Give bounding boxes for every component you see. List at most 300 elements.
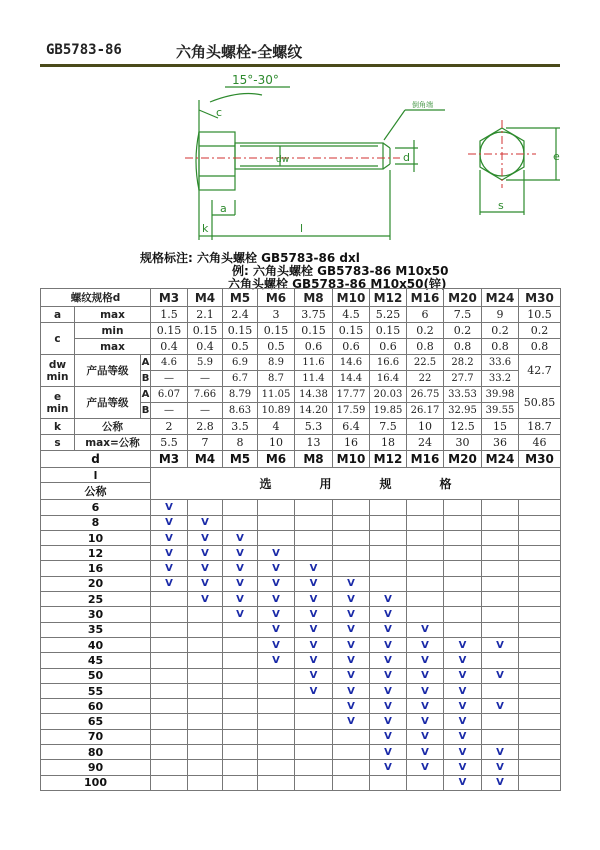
dw-grade-a-value: 22.5 — [407, 355, 444, 371]
table-row — [41, 515, 561, 530]
end-chamfer — [383, 164, 390, 169]
d-label: d — [41, 451, 151, 468]
available-mark: V — [407, 683, 444, 698]
e-grade-a-value: 8.79 — [223, 387, 258, 403]
empty-cell — [370, 515, 407, 530]
table-row — [41, 546, 561, 561]
empty-cell — [223, 760, 258, 775]
empty-cell — [258, 515, 295, 530]
c-min-value: 0.2 — [407, 323, 444, 339]
banner-words — [151, 475, 560, 492]
empty-cell — [407, 500, 444, 515]
available-mark: V — [482, 745, 519, 760]
available-mark: V — [223, 607, 258, 622]
label-c: c — [216, 106, 223, 119]
k-label: k — [41, 419, 75, 435]
e-grade-b-value: 19.85 — [370, 403, 407, 419]
available-mark: V — [258, 607, 295, 622]
table-row — [41, 637, 561, 652]
empty-cell — [188, 668, 223, 683]
available-mark: V — [333, 592, 370, 607]
empty-cell — [333, 561, 370, 576]
angle-arc — [210, 94, 262, 102]
table-row — [41, 355, 561, 371]
s-value: 13 — [295, 435, 333, 451]
a-max-value: 3.75 — [295, 307, 333, 323]
dw-grade-b-value: 22 — [407, 371, 444, 387]
available-mark: V — [333, 699, 370, 714]
k-value: 7.5 — [370, 419, 407, 435]
e-grade-b-value: 17.59 — [333, 403, 370, 419]
empty-cell — [151, 699, 188, 714]
c-min-value: 0.15 — [370, 323, 407, 339]
empty-cell — [223, 699, 258, 714]
length-value: 90 — [41, 760, 151, 775]
c-max-value: 0.4 — [151, 339, 188, 355]
size-header: M10 — [333, 451, 370, 468]
a-max-value: 9 — [482, 307, 519, 323]
e-grade-a-value: 26.75 — [407, 387, 444, 403]
length-value: 50 — [41, 668, 151, 683]
size-header: M24 — [482, 289, 519, 307]
size-header: M16 — [407, 289, 444, 307]
c-max-label: max — [75, 339, 151, 355]
table-row — [41, 576, 561, 591]
label-dw: dw — [276, 155, 290, 165]
size-header: M8 — [295, 451, 333, 468]
available-mark: V — [482, 668, 519, 683]
size-header: M30 — [519, 289, 561, 307]
k-value: 3.5 — [223, 419, 258, 435]
a-max-value: 2.1 — [188, 307, 223, 323]
banner-char: 选 — [259, 477, 272, 492]
s-value: 5.5 — [151, 435, 188, 451]
available-mark: V — [482, 775, 519, 790]
empty-cell — [482, 530, 519, 545]
table-row — [41, 683, 561, 698]
selection-table — [40, 450, 561, 791]
k-nominal-label: 公称 — [75, 419, 151, 435]
e-grade-a-value: 17.77 — [333, 387, 370, 403]
nominal-label: 公称 — [41, 483, 151, 500]
empty-cell — [519, 729, 561, 744]
c-max-value: 0.8 — [444, 339, 482, 355]
empty-cell — [295, 729, 333, 744]
available-mark: V — [407, 729, 444, 744]
available-mark: V — [444, 653, 482, 668]
available-mark: V — [444, 760, 482, 775]
s-value: 10 — [258, 435, 295, 451]
available-mark: V — [444, 745, 482, 760]
dw-label-top: dw — [48, 358, 67, 371]
empty-cell — [519, 546, 561, 561]
empty-cell — [407, 775, 444, 790]
empty-cell — [519, 561, 561, 576]
label-s: s — [498, 199, 504, 212]
s-value: 24 — [407, 435, 444, 451]
dw-grade-a-value: 8.9 — [258, 355, 295, 371]
empty-cell — [519, 745, 561, 760]
available-mark: V — [370, 760, 407, 775]
available-mark: V — [444, 714, 482, 729]
dw-label — [41, 355, 75, 387]
available-mark: V — [188, 515, 223, 530]
grade-a: A — [141, 387, 151, 403]
table-row — [41, 307, 561, 323]
size-header: M12 — [370, 289, 407, 307]
a-max-value: 7.5 — [444, 307, 482, 323]
standard-number: GB5783-86 — [46, 42, 122, 58]
bolt-drawing — [0, 0, 600, 290]
dw-grade-a-value: 4.6 — [151, 355, 188, 371]
empty-cell — [482, 561, 519, 576]
available-mark: V — [223, 530, 258, 545]
empty-cell — [223, 622, 258, 637]
available-mark: V — [370, 699, 407, 714]
table-row — [41, 289, 561, 307]
empty-cell — [223, 683, 258, 698]
empty-cell — [407, 530, 444, 545]
available-mark: V — [188, 530, 223, 545]
e-grade-a-value: 6.07 — [151, 387, 188, 403]
k-value: 15 — [482, 419, 519, 435]
empty-cell — [223, 714, 258, 729]
table-row — [41, 592, 561, 607]
bolt-head-side — [199, 132, 235, 190]
empty-cell — [519, 760, 561, 775]
empty-cell — [333, 745, 370, 760]
empty-cell — [370, 546, 407, 561]
size-header: M16 — [407, 451, 444, 468]
empty-cell — [295, 775, 333, 790]
c-min-value: 0.15 — [188, 323, 223, 339]
empty-cell — [482, 515, 519, 530]
e-grade-b-value: 26.17 — [407, 403, 444, 419]
table-row — [41, 607, 561, 622]
table-row — [41, 760, 561, 775]
dw-grade-b-value: — — [151, 371, 188, 387]
empty-cell — [188, 622, 223, 637]
empty-cell — [258, 683, 295, 698]
available-mark: V — [407, 714, 444, 729]
length-value: 20 — [41, 576, 151, 591]
available-mark: V — [333, 714, 370, 729]
size-header: M5 — [223, 289, 258, 307]
available-mark: V — [333, 653, 370, 668]
empty-cell — [151, 714, 188, 729]
empty-cell — [188, 714, 223, 729]
empty-cell — [370, 576, 407, 591]
empty-cell — [370, 530, 407, 545]
length-value: 35 — [41, 622, 151, 637]
a-max-value: 4.5 — [333, 307, 370, 323]
available-mark: V — [258, 592, 295, 607]
c-max-value: 0.5 — [258, 339, 295, 355]
e-grade-a-value: 39.98 — [482, 387, 519, 403]
empty-cell — [258, 760, 295, 775]
available-mark: V — [151, 546, 188, 561]
empty-cell — [295, 745, 333, 760]
empty-cell — [444, 622, 482, 637]
size-header: M12 — [370, 451, 407, 468]
empty-cell — [482, 500, 519, 515]
empty-cell — [519, 622, 561, 637]
dw-grade-a-value: 6.9 — [223, 355, 258, 371]
empty-cell — [188, 683, 223, 698]
grade-b: B — [141, 371, 151, 387]
table-row — [41, 653, 561, 668]
available-mark: V — [188, 561, 223, 576]
available-mark: V — [370, 729, 407, 744]
empty-cell — [333, 546, 370, 561]
available-mark: V — [258, 546, 295, 561]
k-value: 6.4 — [333, 419, 370, 435]
grade-label: 产品等级 — [75, 387, 141, 419]
table-row — [41, 500, 561, 515]
a-label: a — [41, 307, 75, 323]
banner-char: 用 — [319, 477, 332, 492]
empty-cell — [482, 683, 519, 698]
empty-cell — [188, 607, 223, 622]
available-mark: V — [258, 576, 295, 591]
s-value: 18 — [370, 435, 407, 451]
s-value: 30 — [444, 435, 482, 451]
banner-char: 格 — [439, 477, 452, 492]
size-header: M4 — [188, 451, 223, 468]
length-value: 30 — [41, 607, 151, 622]
c-max-value: 0.4 — [188, 339, 223, 355]
a-max-label: max — [75, 307, 151, 323]
dimension-table — [40, 288, 561, 451]
available-mark: V — [444, 668, 482, 683]
e-grade-b-value: 14.20 — [295, 403, 333, 419]
available-mark: V — [370, 607, 407, 622]
dw-grade-a-value: 14.6 — [333, 355, 370, 371]
empty-cell — [151, 775, 188, 790]
dw-grade-b-value: 11.4 — [295, 371, 333, 387]
empty-cell — [519, 653, 561, 668]
empty-cell — [188, 745, 223, 760]
empty-cell — [151, 592, 188, 607]
empty-cell — [223, 515, 258, 530]
a-max-value: 10.5 — [519, 307, 561, 323]
available-mark: V — [258, 622, 295, 637]
k-value: 10 — [407, 419, 444, 435]
k-value: 5.3 — [295, 419, 333, 435]
empty-cell — [519, 592, 561, 607]
dw-grade-b-value: — — [188, 371, 223, 387]
available-mark: V — [482, 637, 519, 652]
spec-line-2: 例: 六角头螺栓 GB5783-86 M10x50 — [232, 264, 449, 278]
empty-cell — [188, 653, 223, 668]
length-value: 65 — [41, 714, 151, 729]
c-min-value: 0.2 — [519, 323, 561, 339]
empty-cell — [333, 760, 370, 775]
empty-cell — [482, 592, 519, 607]
banner-char: 规 — [379, 477, 392, 492]
empty-cell — [258, 714, 295, 729]
table-row — [41, 435, 561, 451]
length-value: 6 — [41, 500, 151, 515]
table-row — [41, 323, 561, 339]
c-min-value: 0.15 — [258, 323, 295, 339]
available-mark: V — [223, 546, 258, 561]
k-value: 2.8 — [188, 419, 223, 435]
empty-cell — [151, 745, 188, 760]
dw-grade-b-value: 14.4 — [333, 371, 370, 387]
empty-cell — [370, 775, 407, 790]
empty-cell — [519, 637, 561, 652]
a-max-value: 6 — [407, 307, 444, 323]
grade-label: 产品等级 — [75, 355, 141, 387]
dw-grade-a-value: 11.6 — [295, 355, 333, 371]
angle-label: 15°-30° — [232, 73, 279, 87]
available-mark: V — [333, 576, 370, 591]
available-mark: V — [151, 561, 188, 576]
s-value: 36 — [482, 435, 519, 451]
empty-cell — [223, 668, 258, 683]
s-value: 46 — [519, 435, 561, 451]
empty-cell — [258, 530, 295, 545]
empty-cell — [444, 500, 482, 515]
available-mark: V — [370, 653, 407, 668]
size-header: M3 — [151, 289, 188, 307]
length-value: 55 — [41, 683, 151, 698]
e-grade-a-value: 33.53 — [444, 387, 482, 403]
empty-cell — [482, 576, 519, 591]
available-mark: V — [188, 592, 223, 607]
s-label: s — [41, 435, 75, 451]
c-min-value: 0.15 — [223, 323, 258, 339]
available-mark: V — [407, 622, 444, 637]
available-mark: V — [407, 653, 444, 668]
size-header: M3 — [151, 451, 188, 468]
available-mark: V — [333, 683, 370, 698]
available-mark: V — [333, 622, 370, 637]
empty-cell — [223, 729, 258, 744]
available-mark: V — [407, 668, 444, 683]
size-header: M10 — [333, 289, 370, 307]
c-max-value: 0.8 — [519, 339, 561, 355]
size-header: M6 — [258, 289, 295, 307]
empty-cell — [519, 500, 561, 515]
c-max-value: 0.6 — [333, 339, 370, 355]
empty-cell — [333, 500, 370, 515]
empty-cell — [519, 530, 561, 545]
available-mark: V — [258, 637, 295, 652]
table-row — [41, 699, 561, 714]
empty-cell — [370, 500, 407, 515]
empty-cell — [407, 515, 444, 530]
empty-cell — [444, 576, 482, 591]
available-mark: V — [370, 622, 407, 637]
empty-cell — [258, 668, 295, 683]
empty-cell — [223, 637, 258, 652]
a-max-value: 1.5 — [151, 307, 188, 323]
empty-cell — [223, 775, 258, 790]
empty-cell — [519, 607, 561, 622]
available-mark: V — [188, 576, 223, 591]
available-mark: V — [223, 561, 258, 576]
available-mark: V — [407, 699, 444, 714]
empty-cell — [188, 775, 223, 790]
empty-cell — [370, 561, 407, 576]
table-row — [41, 561, 561, 576]
available-mark: V — [370, 745, 407, 760]
s-value: 7 — [188, 435, 223, 451]
available-mark: V — [258, 653, 295, 668]
empty-cell — [407, 546, 444, 561]
empty-cell — [333, 530, 370, 545]
empty-cell — [519, 576, 561, 591]
empty-cell — [295, 699, 333, 714]
empty-cell — [258, 699, 295, 714]
c-max-value: 0.8 — [482, 339, 519, 355]
empty-cell — [295, 500, 333, 515]
available-mark: V — [223, 592, 258, 607]
grade-a: A — [141, 355, 151, 371]
k-value: 2 — [151, 419, 188, 435]
available-mark: V — [444, 729, 482, 744]
c-min-value: 0.2 — [482, 323, 519, 339]
a-max-value: 5.25 — [370, 307, 407, 323]
available-mark: V — [295, 622, 333, 637]
empty-cell — [223, 745, 258, 760]
empty-cell — [223, 500, 258, 515]
empty-cell — [482, 729, 519, 744]
c-min-value: 0.2 — [444, 323, 482, 339]
available-mark: V — [188, 546, 223, 561]
available-mark: V — [295, 607, 333, 622]
label-d: d — [403, 151, 410, 164]
c-min-value: 0.15 — [333, 323, 370, 339]
available-mark: V — [295, 637, 333, 652]
available-mark: V — [482, 760, 519, 775]
empty-cell — [482, 653, 519, 668]
available-mark: V — [444, 775, 482, 790]
empty-cell — [444, 546, 482, 561]
e-grade-b-value: — — [151, 403, 188, 419]
empty-cell — [333, 729, 370, 744]
label-a: a — [220, 202, 227, 215]
e-grade-b-value: 32.95 — [444, 403, 482, 419]
available-mark: V — [333, 607, 370, 622]
l-label: l — [41, 468, 151, 483]
length-value: 40 — [41, 637, 151, 652]
table-row — [41, 622, 561, 637]
dw-label-bottom: min — [46, 370, 69, 383]
empty-cell — [444, 515, 482, 530]
dw-grade-a-value: 28.2 — [444, 355, 482, 371]
dw-grade-a-value: 33.6 — [482, 355, 519, 371]
available-mark: V — [151, 576, 188, 591]
available-mark: V — [370, 683, 407, 698]
thread-size-header: 螺纹规格d — [41, 289, 151, 307]
c-max-value: 0.6 — [295, 339, 333, 355]
length-value: 80 — [41, 745, 151, 760]
e-grade-a-value: 7.66 — [188, 387, 223, 403]
empty-cell — [188, 637, 223, 652]
available-mark: V — [151, 500, 188, 515]
e-label-top: e — [53, 390, 62, 403]
empty-cell — [444, 530, 482, 545]
e-grade-a-value: 20.03 — [370, 387, 407, 403]
available-mark: V — [295, 653, 333, 668]
c-label: c — [41, 323, 75, 355]
size-header: M4 — [188, 289, 223, 307]
spec-line-3: 六角头螺栓 GB5783-86 M10x50(锌) — [228, 277, 447, 291]
empty-cell — [295, 515, 333, 530]
